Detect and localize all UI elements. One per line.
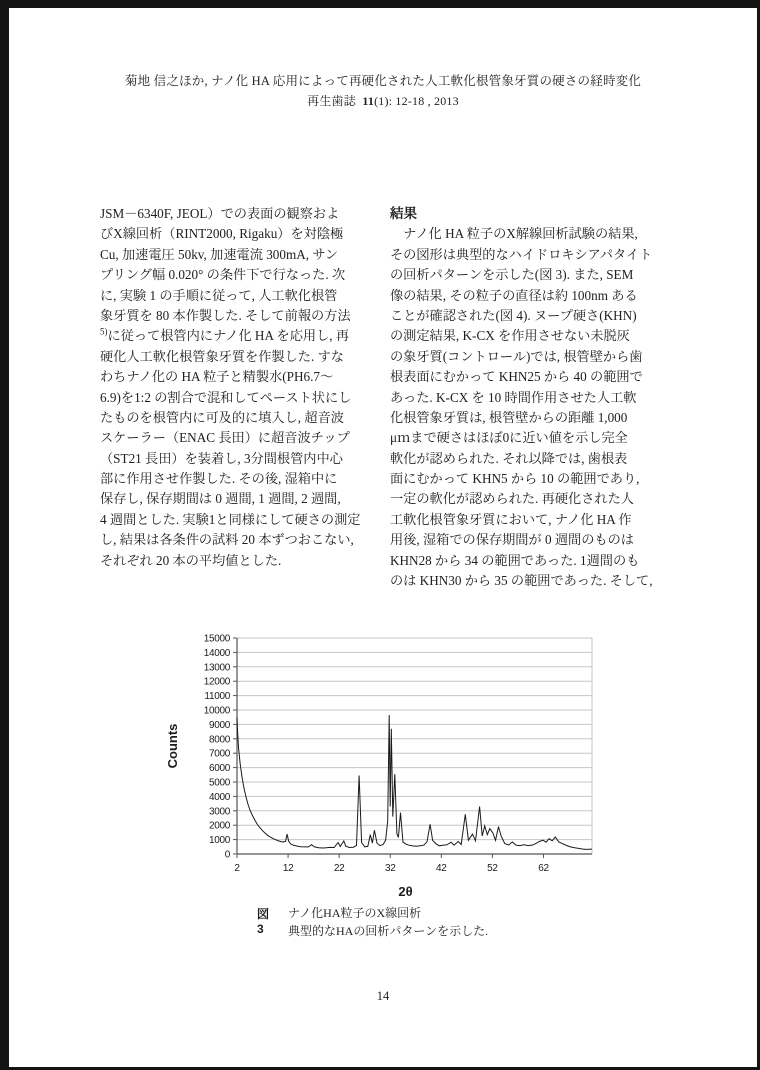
text-line: のは KHN30 から 35 の範囲であった. そして, <box>390 573 653 589</box>
text-line: の測定結果, K-CX を作用させない未脱灰 <box>390 328 630 344</box>
y-tick-label: 13000 <box>203 662 230 674</box>
figure-caption-line1: ナノ化HA粒子のX線回析 <box>288 906 422 920</box>
text-line: びX線回析（RINT2000, Rigaku）を対陰極 <box>100 226 344 242</box>
text-line: に, 実験 1 の手順に従って, 人工軟化根管 <box>100 287 338 303</box>
text-line: 一定の軟化が認められた. 再硬化された人 <box>390 491 634 507</box>
y-tick-label: 14000 <box>203 647 230 659</box>
y-tick-label: 6000 <box>208 763 230 775</box>
y-tick-label: 1000 <box>208 835 230 847</box>
x-tick-label: 52 <box>487 863 498 874</box>
x-axis-title: 2θ <box>398 884 413 899</box>
text-line: スケーラー（ENAC 長田）に超音波チップ <box>100 430 350 446</box>
journal-issue-pages: (1): 12-18 , 2013 <box>374 94 459 108</box>
y-tick-label: 8000 <box>208 734 230 746</box>
x-tick-label: 62 <box>538 863 549 874</box>
body-column-right <box>390 204 676 591</box>
results-section-heading: 結果 <box>390 206 417 221</box>
x-tick-label: 2 <box>234 863 240 874</box>
text-line: 軟化が認められた. それ以降では, 歯根表 <box>390 450 628 466</box>
xrd-chart-svg <box>159 626 611 908</box>
x-tick-label: 22 <box>333 863 345 874</box>
text-line: ナノ化 HA 粒子のX解線回析試験の結果, <box>390 226 638 242</box>
running-head-citation <box>9 92 757 109</box>
text-line: 象牙質を 80 本作製した. そして前報の方法 <box>100 307 351 323</box>
reference-superscript: 5) <box>100 326 108 337</box>
text-line: 部に作用させ作製した. その後, 湿箱中に <box>100 471 338 487</box>
text-line: あった. K-CX を 10 時間作用させた人工軟 <box>390 389 637 405</box>
journal-name: 再生歯誌 <box>307 94 356 108</box>
text-line: わちナノ化の HA 粒子と精製水(PH6.7～ <box>100 369 334 385</box>
x-tick-label: 12 <box>282 863 294 874</box>
text-line: し, 結果は各条件の試料 20 本ずつおこない, <box>100 532 354 548</box>
xrd-diffraction-chart <box>159 626 611 908</box>
text-line: 工軟化根管象牙質において, ナノ化 HA 作 <box>390 511 632 527</box>
y-tick-label: 2000 <box>208 820 230 832</box>
text-line: （ST21 長田）を装着し, 3分間根管内中心 <box>100 450 343 466</box>
text-line: たものを根管内に可及的に填入し, 超音波 <box>100 409 344 425</box>
y-tick-label: 12000 <box>203 676 230 688</box>
text-line: 6.9)を1:2 の割合で混和してペースト状にし <box>100 389 352 405</box>
text-line: それぞれ 20 本の平均値とした. <box>100 552 282 568</box>
figure-label: 図3 <box>257 907 270 936</box>
page-number: 14 <box>376 989 390 1003</box>
text-line: 4 週間とした. 実験1と同様にして硬さの測定 <box>100 511 361 527</box>
journal-volume: 11 <box>362 94 375 108</box>
y-tick-label: 3000 <box>208 806 230 818</box>
text-line: 保存し, 保存期間は 0 週間, 1 週間, 2 週間, <box>100 491 341 507</box>
y-tick-label: 7000 <box>208 748 230 760</box>
body-column-left <box>100 204 386 571</box>
y-tick-label: 5000 <box>208 777 230 789</box>
x-tick-label: 32 <box>384 863 396 874</box>
text-line: 根表面にむかって KHN25 から 40 の範囲で <box>390 369 643 385</box>
y-tick-label: 9000 <box>208 719 230 731</box>
text-line: 化根管象牙質は, 根管壁からの距離 1,000 <box>390 409 628 425</box>
text-line: の象牙質(コントロール)では, 根管壁から歯 <box>390 348 643 364</box>
text-line: の回析パターンを示した(図 3). また, SEM <box>390 267 634 283</box>
y-tick-label: 15000 <box>203 633 230 645</box>
text-line: $^{5)}$に従って根管内にナノ化 HA を応用し, 再 <box>100 326 350 344</box>
text-line: μｍまで硬さはほぼ0に近い値を示し完全 <box>390 430 628 446</box>
text-line: プリング幅 0.020° の条件下で行なった. 次 <box>100 267 346 283</box>
running-head-title: 菊地 信之ほか, ナノ化 HA 応用によって再硬化された人工軟化根管象牙質の硬さの経時変化 <box>124 74 642 88</box>
text-line: 像の結果, その粒子の直径は約 100nm ある <box>390 287 638 303</box>
text-line: 硬化人工軟化根管象牙質を作製した. すな <box>100 348 344 364</box>
plot-border <box>237 638 592 854</box>
y-tick-label: 11000 <box>204 691 230 703</box>
text-line: JSM－6340F, JEOL）での表面の観察およ <box>100 206 340 221</box>
paper-page <box>9 8 757 1067</box>
results-section-text <box>390 224 676 591</box>
text-line: 面にむかって KHN5 から 10 の範囲であり, <box>390 471 640 487</box>
x-tick-label: 42 <box>436 863 447 874</box>
figure-caption-text <box>288 905 588 940</box>
text-line: Cu, 加速電圧 50kv, 加速電流 300mA, サン <box>100 246 339 262</box>
y-tick-label: 10000 <box>203 705 230 717</box>
y-axis-title: Counts <box>165 723 180 769</box>
text-line: 用後, 湿箱での保存期間が 0 週間のものは <box>390 532 634 548</box>
y-tick-label: 0 <box>224 849 230 861</box>
text-line: ことが確認された(図 4). ヌープ硬さ(KHN) <box>390 307 637 323</box>
y-tick-label: 4000 <box>208 791 230 803</box>
text-line: KHN28 から 34 の範囲であった. 1週間のも <box>390 552 640 568</box>
figure-caption-line2: 典型的なHAの回析パターンを示した. <box>288 923 489 938</box>
text-line: その図形は典型的なハイドロキシアパタイト <box>390 246 653 262</box>
